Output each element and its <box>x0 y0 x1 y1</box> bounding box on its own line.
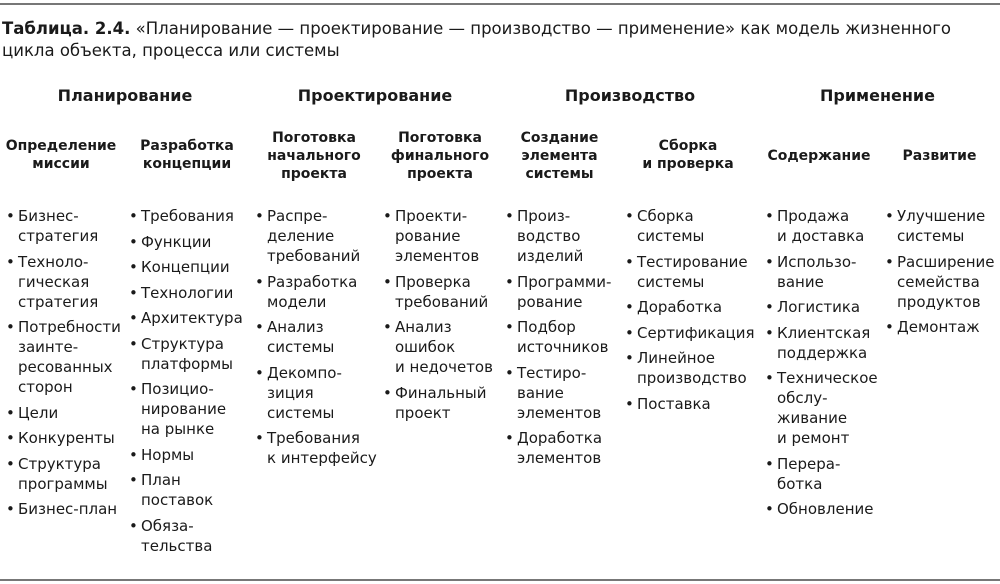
list-item: • Доработка элементов <box>505 428 627 468</box>
column-maintenance-list <box>765 206 880 525</box>
list-item: • Распре- деление требований <box>255 206 380 266</box>
subheader-maintenance: Содержание <box>767 148 871 164</box>
list-item: • Требования <box>129 206 254 226</box>
list-item: • Функции <box>129 232 254 252</box>
list-item: • Декомпо- зиция системы <box>255 363 380 423</box>
list-item: • Бизнес- стратегия <box>6 206 124 246</box>
list-item: • Техноло- гическая стратегия <box>6 252 124 312</box>
list-item: • Тестирование системы <box>625 252 760 292</box>
list-item: • Технологии <box>129 283 254 303</box>
list-item: • Анализ системы <box>255 317 380 357</box>
list-item: • Произ- водство изделий <box>505 206 627 266</box>
caption-label: Таблица. 2.4. <box>2 19 131 38</box>
list-item: • Обновление <box>765 499 880 519</box>
list-item: • Архитектура <box>129 308 254 328</box>
list-item: • Поставка <box>625 394 760 414</box>
column-development-list <box>885 206 1000 343</box>
column-concept-list <box>129 206 254 561</box>
list-item: • Конкуренты <box>6 428 124 448</box>
list-item: • Продажа и доставка <box>765 206 880 246</box>
list-item: • План поставок <box>129 470 254 510</box>
list-item: • Разработка модели <box>255 272 380 312</box>
list-item: • Сборка системы <box>625 206 760 246</box>
list-item: • Структура программы <box>6 454 124 494</box>
list-item: • Нормы <box>129 445 254 465</box>
phase-usage: Применение <box>819 86 935 105</box>
list-item: • Проекти- рование элементов <box>383 206 505 266</box>
list-item: • Бизнес-план <box>6 499 124 519</box>
column-element-creation-list <box>505 206 627 474</box>
list-item: • Финальный проект <box>383 383 505 423</box>
phase-design: Проектирование <box>297 86 453 105</box>
list-item: • Использо- вание <box>765 252 880 292</box>
subheader-assembly: Сборка и проверка <box>642 138 734 172</box>
phase-planning: Планирование <box>57 86 193 105</box>
list-item: • Доработка <box>625 297 760 317</box>
table-caption <box>2 18 992 62</box>
subheader-initial-design: Поготовка начального проекта <box>267 130 361 182</box>
list-item: • Перера- ботка <box>765 454 880 494</box>
list-item: • Анализ ошибок и недочетов <box>383 317 505 377</box>
list-item: • Сертификация <box>625 323 760 343</box>
list-item: • Обяза- тельства <box>129 516 254 556</box>
list-item: • Расширение семейства продуктов <box>885 252 1000 312</box>
list-item: • Требования к интерфейсу <box>255 428 380 468</box>
subheader-development: Развитие <box>902 148 977 164</box>
list-item: • Демонтаж <box>885 317 1000 337</box>
list-item: • Клиентская поддержка <box>765 323 880 363</box>
subheader-final-design: Поготовка финального проекта <box>390 130 490 182</box>
list-item: • Улучшение системы <box>885 206 1000 246</box>
list-item: • Тестиро- вание элементов <box>505 363 627 423</box>
subheader-concept: Разработка концепции <box>140 138 234 172</box>
list-item: • Программи- рование <box>505 272 627 312</box>
caption-text: «Планирование — проектирование — производство — применение» как модель жизненного цикла объекта, процесса или системы <box>2 19 952 60</box>
list-item: • Позицио- нирование на рынке <box>129 379 254 439</box>
subheader-mission: Определение миссии <box>5 138 117 172</box>
column-mission-list <box>6 206 124 525</box>
list-item: • Подбор источников <box>505 317 627 357</box>
column-assembly-list <box>625 206 760 419</box>
list-item: • Потребности заинте- ресованных сторон <box>6 317 124 397</box>
list-item: • Концепции <box>129 257 254 277</box>
list-item: • Техническое обслу- живание и ремонт <box>765 368 880 448</box>
subheader-element-creation: Создание элемента системы <box>520 130 599 182</box>
column-final-design-list <box>383 206 505 428</box>
phase-production: Производство <box>564 86 696 105</box>
list-item: • Логистика <box>765 297 880 317</box>
bottom-rule <box>0 579 1000 581</box>
list-item: • Структура платформы <box>129 334 254 374</box>
list-item: • Линейное производство <box>625 348 760 388</box>
top-rule <box>0 3 1000 5</box>
list-item: • Цели <box>6 403 124 423</box>
column-initial-design-list <box>255 206 380 474</box>
list-item: • Проверка требований <box>383 272 505 312</box>
